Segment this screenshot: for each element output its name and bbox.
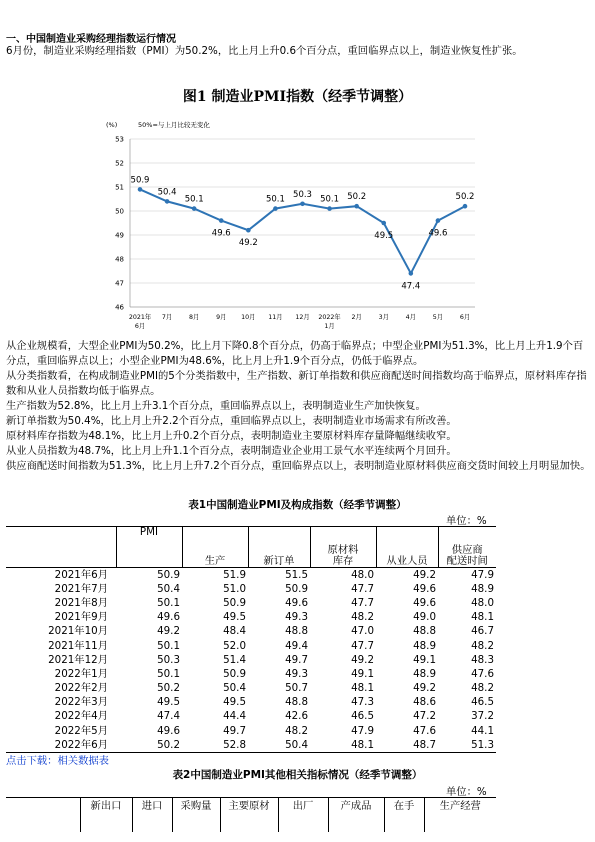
- pmi-other-table: [6, 797, 496, 832]
- data-label: 49.6: [211, 228, 231, 239]
- data-point: [381, 221, 386, 226]
- analysis-text: [6, 339, 591, 474]
- paragraph: 从业人员指数为48.7%，比上月上升1.1个百分点，表明制造业企业用工景气水平连续两个月回升。: [6, 445, 457, 457]
- data-label: 50.1: [320, 194, 340, 205]
- table-row: [6, 596, 496, 610]
- chart-x-ticks: [129, 312, 470, 330]
- table-header-cell: 新订单: [248, 527, 310, 568]
- download-data-link[interactable]: 点击下载：相关数据表: [6, 755, 109, 767]
- table-cell: 52.8: [223, 738, 246, 751]
- table-cell: 49.1: [351, 667, 374, 680]
- data-point: [138, 187, 143, 192]
- table-header-cell: 主要原材: [220, 798, 278, 833]
- table-cell: 51.0: [223, 582, 246, 595]
- table-cell: 47.9: [351, 724, 374, 737]
- table-cell: 49.3: [285, 611, 308, 624]
- data-label: 50.1: [265, 194, 285, 205]
- table-cell: 47.7: [351, 639, 374, 652]
- table-header-cell: [6, 527, 116, 568]
- table-row: [6, 611, 496, 625]
- table-header-cell: 从业人员: [376, 527, 438, 568]
- table-cell: 49.5: [157, 696, 180, 709]
- table-cell: 48.0: [351, 568, 374, 581]
- table-cell: 51.5: [285, 568, 308, 581]
- table-cell: 2022年2月: [54, 682, 108, 695]
- table-header-cell: 进口: [132, 798, 172, 833]
- data-point: [327, 206, 332, 211]
- table-cell: 50.4: [285, 738, 308, 751]
- table-row: [6, 738, 496, 753]
- table-cell: 47.9: [471, 568, 494, 581]
- y-tick-label: 50: [115, 207, 124, 216]
- table-header-cell: 供应商 配送时间: [438, 527, 496, 568]
- table-cell: 49.5: [223, 696, 246, 709]
- table-cell: 50.1: [157, 667, 180, 680]
- table-cell: 51.9: [223, 568, 246, 581]
- x-tick-label: 6月: [459, 314, 471, 321]
- data-label: 50.4: [157, 187, 177, 198]
- table-cell: 48.2: [471, 682, 494, 695]
- table-cell: 2022年1月: [54, 667, 108, 680]
- table-header-cell: 在手: [384, 798, 424, 833]
- table-cell: 2021年11月: [48, 639, 108, 652]
- table-header-cell: 出厂: [278, 798, 328, 833]
- table-row: [6, 724, 496, 738]
- intro-paragraph: 6月份，制造业采购经理指数（PMI）为50.2%，比上月上升0.6个百分点，重回临界点以上，制造业恢复性扩张。: [6, 45, 523, 57]
- table-cell: 48.9: [471, 582, 494, 595]
- table-cell: 47.4: [157, 710, 180, 723]
- table-cell: 50.9: [157, 568, 180, 581]
- table-cell: 49.0: [413, 611, 436, 624]
- y-tick-label: 53: [115, 135, 124, 144]
- table-row: [6, 710, 496, 724]
- x-tick-label: 2022年 1月: [318, 314, 341, 330]
- y-tick-label: 49: [115, 231, 124, 240]
- table-cell: 46.7: [471, 625, 494, 638]
- table-row: [6, 625, 496, 639]
- data-point: [192, 206, 197, 211]
- table-cell: 49.1: [413, 653, 436, 666]
- data-label: 50.2: [455, 192, 475, 203]
- table-row: [6, 582, 496, 596]
- x-tick-label: 2月: [351, 314, 362, 321]
- table-cell: 50.7: [285, 682, 308, 695]
- table-cell: 50.3: [157, 653, 180, 666]
- x-tick-label: 4月: [405, 314, 416, 321]
- table-row: [6, 696, 496, 710]
- table-cell: 49.7: [223, 724, 246, 737]
- paragraph: 原材料库存指数为48.1%，比上月上升0.2个百分点，表明制造业主要原材料库存量降幅继续收窄。: [6, 430, 457, 442]
- data-point: [273, 206, 278, 211]
- x-tick-label: 7月: [161, 314, 173, 321]
- table-cell: 51.3: [471, 738, 494, 751]
- table-cell: 47.3: [351, 696, 374, 709]
- table-header-cell: 原材料 库存: [310, 527, 376, 568]
- table-row: [6, 568, 496, 583]
- table-cell: 44.1: [471, 724, 494, 737]
- table-cell: 50.9: [223, 667, 246, 680]
- table-cell: 49.4: [285, 639, 308, 652]
- table1-unit: 单位：%: [446, 515, 487, 527]
- data-label: 49.6: [428, 228, 448, 239]
- table-cell: 49.2: [157, 625, 180, 638]
- pmi-line-chart: [100, 115, 480, 335]
- table-cell: 49.2: [413, 682, 436, 695]
- table-header-cell: 新出口: [80, 798, 132, 833]
- table-cell: 50.2: [157, 738, 180, 751]
- table-cell: 48.8: [413, 625, 436, 638]
- table-cell: 50.1: [157, 639, 180, 652]
- table-cell: 49.6: [157, 724, 180, 737]
- x-tick-label: 8月: [189, 314, 200, 321]
- table-cell: 50.1: [157, 596, 180, 609]
- chart-y-axis-label: (%): [106, 121, 118, 129]
- table-header-cell: [6, 798, 80, 833]
- table-cell: 52.0: [223, 639, 246, 652]
- table-row: [6, 667, 496, 681]
- table-cell: 51.4: [223, 653, 246, 666]
- table-cell: 48.2: [285, 724, 308, 737]
- table-cell: 2022年5月: [54, 724, 108, 737]
- table-cell: 50.9: [223, 596, 246, 609]
- x-tick-label: 11月: [268, 314, 283, 321]
- table-cell: 48.4: [223, 625, 246, 638]
- y-tick-label: 52: [115, 159, 124, 168]
- table-cell: 49.5: [223, 611, 246, 624]
- table-cell: 48.6: [413, 696, 436, 709]
- table-cell: 47.2: [413, 710, 436, 723]
- pmi-table: [6, 526, 496, 753]
- table-cell: 47.0: [351, 625, 374, 638]
- table-cell: 49.6: [157, 611, 180, 624]
- table-cell: 2021年10月: [48, 625, 108, 638]
- table-cell: 48.1: [351, 738, 374, 751]
- table-cell: 49.6: [413, 582, 436, 595]
- table-cell: 42.6: [285, 710, 308, 723]
- chart-y-ticks: [115, 136, 124, 312]
- x-tick-label: 9月: [216, 314, 227, 321]
- table-cell: 48.7: [413, 738, 436, 751]
- paragraph: 新订单指数为50.4%，比上月上升2.2个百分点，重回临界点以上，表明制造业市场需求有所改善。: [6, 415, 457, 427]
- data-label: 50.2: [347, 192, 367, 203]
- x-tick-label: 5月: [432, 314, 444, 321]
- x-tick-label: 3月: [378, 314, 389, 321]
- table-cell: 48.0: [471, 596, 494, 609]
- data-point: [246, 228, 251, 233]
- table-cell: 48.8: [285, 696, 308, 709]
- data-point: [436, 218, 441, 223]
- table-cell: 46.5: [471, 696, 494, 709]
- table-cell: 2021年7月: [54, 582, 108, 595]
- table-header-row: [6, 798, 496, 833]
- table-cell: 49.2: [413, 568, 436, 581]
- data-point: [463, 204, 468, 209]
- table-header-cell: 生产经营: [424, 798, 496, 833]
- table-header-cell: 生产: [182, 527, 248, 568]
- table2-title: 表2中国制造业PMI其他相关指标情况（经季节调整）: [172, 769, 423, 781]
- data-point: [354, 204, 359, 209]
- paragraph: 生产指数为52.8%，比上月上升3.1个百分点，重回临界点以上，表明制造业生产加快恢复。: [6, 400, 426, 412]
- table2-unit: 单位：%: [446, 786, 487, 798]
- table-row: [6, 653, 496, 667]
- y-tick-label: 51: [115, 183, 124, 192]
- table-cell: 2021年12月: [48, 653, 108, 666]
- table-row: [6, 682, 496, 696]
- data-point: [300, 202, 305, 207]
- table-cell: 47.7: [351, 582, 374, 595]
- table-cell: 50.9: [285, 582, 308, 595]
- data-point: [409, 271, 414, 276]
- y-tick-label: 48: [115, 255, 124, 264]
- data-label: 50.3: [293, 189, 312, 200]
- table-cell: 44.4: [223, 710, 246, 723]
- paragraph: 从企业规模看，大型企业PMI为50.2%，比上月下降0.8个百分点，仍高于临界点；中型企业PMI为51.3%，比上月上升1.9个百分点，重回临界点以上；小型企业PMI为48.6%，比上月上升1.9个百分点，仍低于临界点。: [6, 340, 584, 367]
- table-cell: 50.4: [157, 582, 180, 595]
- table-header-row: [6, 527, 496, 568]
- table-cell: 49.2: [351, 653, 374, 666]
- table-cell: 2021年8月: [54, 596, 108, 609]
- table-cell: 2022年3月: [54, 696, 108, 709]
- section-title: 一、中国制造业采购经理指数运行情况: [6, 34, 176, 45]
- data-label: 50.9: [130, 175, 150, 186]
- x-tick-label: 2021年 6月: [128, 314, 152, 330]
- table-cell: 37.2: [471, 710, 494, 723]
- table-cell: 2022年4月: [54, 710, 108, 723]
- table-cell: 48.8: [285, 625, 308, 638]
- table-cell: 50.2: [157, 682, 180, 695]
- table-cell: 48.1: [471, 611, 494, 624]
- chart-grid: [130, 139, 475, 307]
- table-cell: 49.7: [285, 653, 308, 666]
- paragraph: 从分类指数看，在构成制造业PMI的5个分类指数中，生产指数、新订单指数和供应商配送时间指数均高于临界点，原材料库存指数和从业人员指数均低于临界点。: [6, 370, 587, 397]
- chart-legend-note: 50%=与上月比较无变化: [138, 121, 210, 129]
- table-cell: 49.6: [413, 596, 436, 609]
- data-point: [219, 218, 224, 223]
- y-tick-label: 47: [115, 279, 124, 288]
- data-label: 47.4: [401, 281, 421, 292]
- table-header-cell: PMI: [116, 527, 182, 568]
- table-cell: 50.4: [223, 682, 246, 695]
- table-cell: 2021年6月: [54, 568, 108, 581]
- table-cell: 46.5: [351, 710, 374, 723]
- table-cell: 2021年9月: [54, 611, 108, 624]
- x-tick-label: 12月: [295, 314, 310, 321]
- y-tick-label: 46: [115, 303, 124, 312]
- table-cell: 48.2: [351, 611, 374, 624]
- table-header-cell: 产成品: [328, 798, 384, 833]
- table-cell: 48.1: [351, 682, 374, 695]
- chart-data-labels: [131, 175, 475, 291]
- table-cell: 48.9: [413, 639, 436, 652]
- table-cell: 48.3: [471, 653, 494, 666]
- table-cell: 47.6: [413, 724, 436, 737]
- data-label: 49.5: [374, 231, 394, 241]
- table-cell: 49.3: [285, 667, 308, 680]
- x-tick-label: 10月: [241, 314, 256, 321]
- table-header-cell: 采购量: [172, 798, 220, 833]
- table-cell: 47.7: [351, 596, 374, 609]
- data-point: [165, 199, 170, 204]
- table-cell: 49.6: [285, 596, 308, 609]
- paragraph: 供应商配送时间指数为51.3%，比上月上升7.2个百分点，重回临界点以上，表明制造业原材料供应商交货时间较上月明显加快。: [6, 460, 591, 472]
- data-label: 50.1: [184, 194, 204, 205]
- table-cell: 48.9: [413, 667, 436, 680]
- table-cell: 47.6: [471, 667, 494, 680]
- data-label: 49.2: [238, 238, 258, 249]
- figure-title: 图1 制造业PMI指数（经季节调整）: [182, 89, 413, 105]
- table-cell: 48.2: [471, 639, 494, 652]
- table-row: [6, 639, 496, 653]
- table-cell: 2022年6月: [54, 738, 108, 751]
- table1-title: 表1中国制造业PMI及构成指数（经季节调整）: [188, 499, 407, 511]
